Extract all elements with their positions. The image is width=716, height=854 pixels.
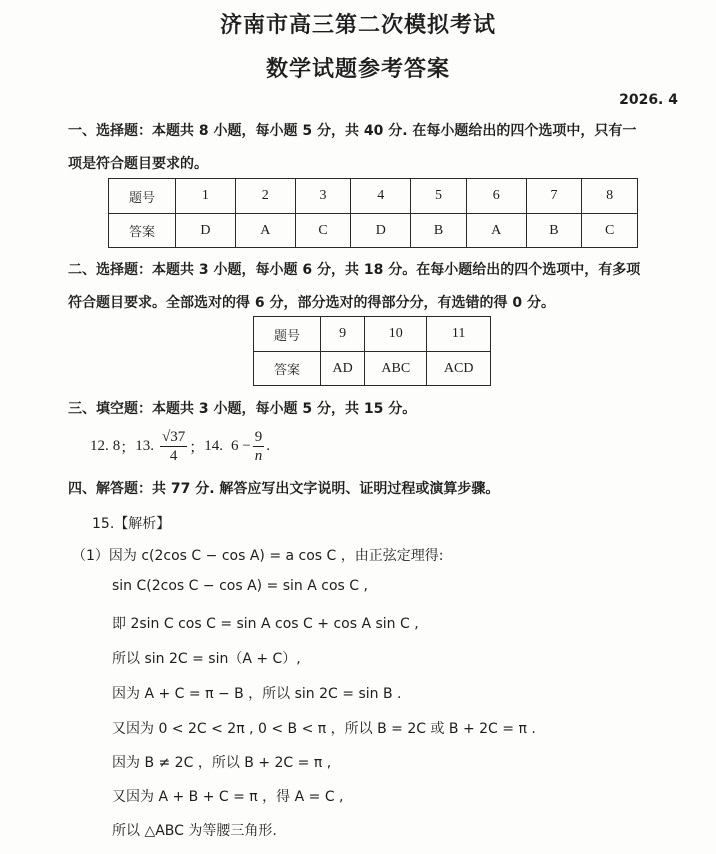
solution-line: 所以 sin 2C = sin（A + C）, [112,651,301,667]
q15-label: 15.【解析】 [92,516,171,532]
document-date: 2026. 4 [619,92,678,108]
solution-line: 即 2sin C cos C = sin A cos C + cos A sin C , [112,616,419,632]
answer-cell: ABC [365,352,427,386]
section4-intro: 四、解答题：共 77 分. 解答应写出文字说明、证明过程或演算步骤。 [68,481,500,497]
question-number: 7 [526,179,582,214]
separator: ； [189,439,205,456]
q14-denominator: n [254,447,263,464]
q13-numerator: √37 [162,428,186,445]
q14-label: 14. [204,437,224,454]
q14-whole: 6 − [231,437,251,454]
answer-cell: AD [321,352,365,386]
q14-fraction [253,428,265,465]
section3-intro: 三、填空题：本题共 3 小题，每小题 5 分，共 15 分。 [68,401,417,417]
q13-denominator: 4 [169,447,178,464]
answer-cell: A [466,214,526,248]
answer-cell: ACD [427,352,491,386]
table-row-header: 答案 [254,352,321,386]
separator: ； [120,439,136,456]
question-number: 5 [411,179,467,214]
question-number: 1 [176,179,236,214]
solution-line: （1）因为 c(2cos C − cos A) = a cos C ，由正弦定理得: [72,548,444,564]
section1-intro-line2: 项是符合题目要求的。 [68,156,208,172]
q13-fraction [160,428,187,465]
section2-number-row [254,317,491,352]
question-number: 10 [365,317,427,352]
document-subtitle: 数学试题参考答案 [265,57,450,82]
answer-cell: A [235,214,295,248]
table-row-header: 题号 [109,179,176,214]
solution-line: 因为 B ≠ 2C ，所以 B + 2C = π , [112,755,332,771]
fill-in-answers [90,424,270,468]
question-number: 11 [427,317,491,352]
q13-label: 13. [135,437,155,454]
q12-answer: 8 [112,437,121,454]
section1-intro-line1: 一、选择题：本题共 8 小题，每小题 5 分，共 40 分. 在每小题给出的四个选项中，只有一 [68,123,637,139]
answer-cell: D [176,214,236,248]
section1-answer-row [109,214,638,248]
question-number: 9 [321,317,365,352]
section2-answer-row [254,352,491,386]
table-row-header: 题号 [254,317,321,352]
document-title: 济南市高三第二次模拟考试 [219,13,496,38]
solution-line: 所以 △ABC 为等腰三角形. [112,823,277,839]
section1-number-row [109,179,638,214]
question-number: 6 [466,179,526,214]
solution-line: sin C(2cos C − cos A) = sin A cos C , [112,578,368,594]
question-number: 4 [351,179,411,214]
q14-numerator: 9 [254,428,263,445]
answer-cell: C [295,214,351,248]
question-number: 2 [235,179,295,214]
section2-intro-line2: 符合题目要求。全部选对的得 6 分，部分选对的得部分分，有选错的得 0 分。 [68,295,555,311]
section2-answer-table [253,316,491,386]
end-period: . [266,437,270,454]
answer-cell: D [351,214,411,248]
answer-cell: B [526,214,582,248]
answer-cell: C [582,214,638,248]
solution-line: 因为 A + C = π − B ，所以 sin 2C = sin B . [112,686,402,702]
answer-cell: B [411,214,467,248]
question-number: 3 [295,179,351,214]
question-number: 8 [582,179,638,214]
q12-label: 12. [90,437,109,454]
table-row-header: 答案 [109,214,176,248]
solution-line: 又因为 0 < 2C < 2π , 0 < B < π ，所以 B = 2C 或 B + 2C = π . [112,721,536,737]
section1-answer-table [108,178,638,248]
section2-intro-line1: 二、选择题：本题共 3 小题，每小题 6 分，共 18 分。在每小题给出的四个选项中，有多项 [68,262,641,278]
solution-line: 又因为 A + B + C = π ，得 A = C , [112,789,344,805]
